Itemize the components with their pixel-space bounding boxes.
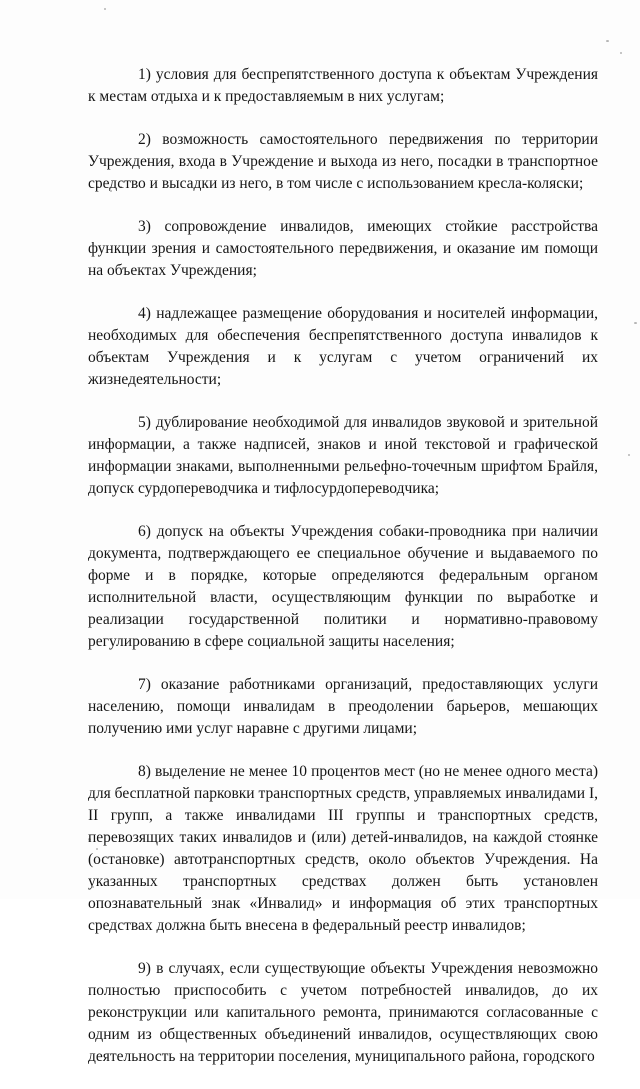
list-item-9: 9) в случаях, если существующие объекты Учреждения невозможно полностью приспособить с учетом потребностей инвалидов, до их реконструкции или капитального ремонта, принимаются согласованные с одним из общественных объединений инвалидов, осуществляющих свою деятельность на территории поселения, муниципального района, городского <box>88 960 598 1065</box>
list-item-7: 7) оказание работниками организаций, предоставляющих услуги населению, помощи инвалидам в преодолении барьеров, мешающих получению ими услуг наравне с другими лицами; <box>88 676 598 737</box>
scan-speck <box>634 322 637 324</box>
scan-speck <box>620 52 622 54</box>
document-body <box>88 64 598 1089</box>
list-item-4: 4) надлежащее размещение оборудования и носителей информации, необходимых для обеспечения беспрепятственного доступа инвалидов к объектам Учреждения и к услугам с учетом ограничений их жизнедеятельности; <box>88 305 598 388</box>
list-item-5: 5) дублирование необходимой для инвалидов звуковой и зрительной информации, а также надписей, знаков и иной текстовой и графической информации знаками, выполненными рельефно-точечным шрифтом Брайля, допуск сурдопереводчика и тифлосурдопереводчика; <box>88 414 598 497</box>
list-item-6: 6) допуск на объекты Учреждения собаки-проводника при наличии документа, подтверждающего ее специальное обучение и выдаваемого по форме и в порядке, которые определяются федеральным органом исполнительной власти, осуществляющим функции по выработке и реализации государственной политики и нормативно-правовому регулированию в сфере социальной защиты населения; <box>88 523 598 650</box>
list-item-1: 1) условия для беспрепятственного доступа к объектам Учреждения к местам отдыха и к предоставляемым в них услугам; <box>88 66 598 105</box>
scan-speck <box>606 40 609 42</box>
scan-speck <box>628 454 630 456</box>
list-item-8: 8) выделение не менее 10 процентов мест (но не менее одного места) для бесплатной парковки транспортных средств, управляемых инвалидами I, II групп, а также инвалидами III группы и транспортных средств, перевозящих таких инвалидов и (или) детей-инвалидов, на каждой стоянке (остановке) автотранспортных средств, около объектов Учреждения. На указанных транспортных средствах должен быть установлен опознавательный знак «Инвалид» и информация об этих транспортных средствах должна быть внесена в федеральный реестр инвалидов; <box>88 763 598 934</box>
list-item-3: 3) сопровождение инвалидов, имеющих стойкие расстройства функции зрения и самостоятельного передвижения, и оказание им помощи на объектах Учреждения; <box>88 218 598 279</box>
scan-speck <box>104 8 106 10</box>
list-item-2: 2) возможность самостоятельного передвижения по территории Учреждения, входа в Учреждение и выхода из него, посадки в транспортное средство и высадки из него, в том числе с использованием кресла-коляски; <box>88 131 598 192</box>
